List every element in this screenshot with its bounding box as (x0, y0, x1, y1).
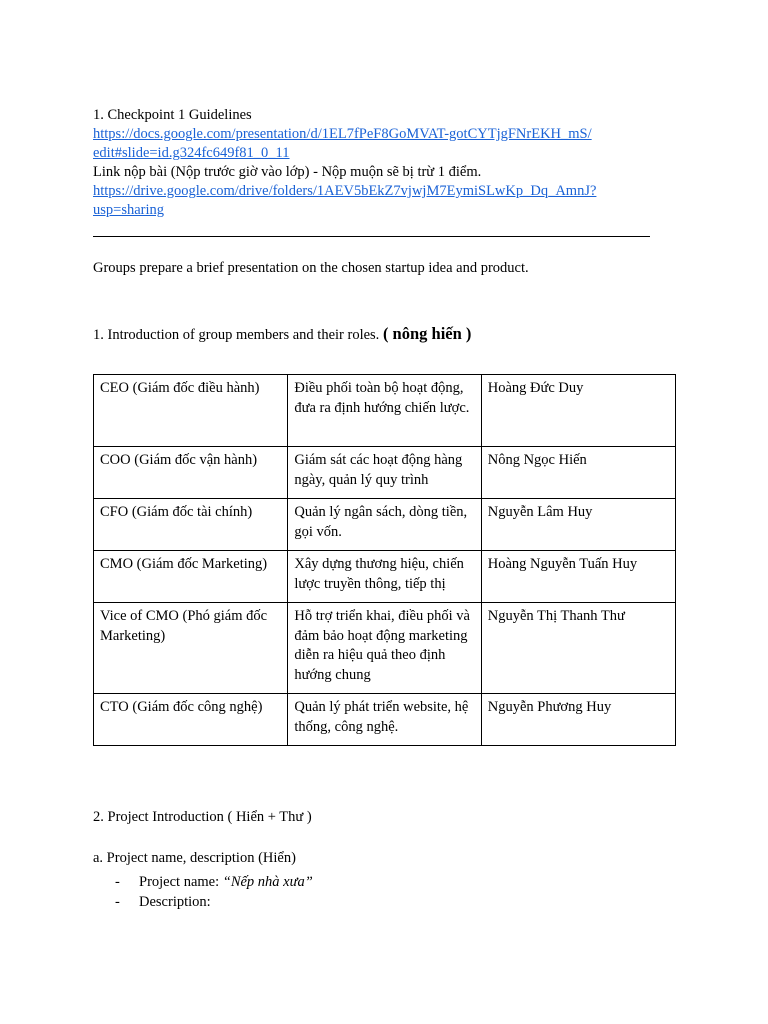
section-2-heading: 2. Project Introduction ( Hiển + Thư ) (93, 809, 312, 825)
member-name-cell: Hoàng Nguyễn Tuấn Huy (481, 551, 675, 603)
member-name-cell: Nguyễn Phương Huy (481, 694, 675, 746)
dash-bullet: - (115, 874, 120, 890)
project-name-label: Project name: (139, 874, 223, 890)
roles-table (93, 374, 676, 746)
presentation-link-line-2[interactable]: edit#slide=id.g324fc649f81_0_11 (93, 145, 290, 161)
section-2a-heading: a. Project name, description (Hiển) (93, 850, 296, 866)
drive-link-line-2[interactable]: usp=sharing (93, 202, 165, 218)
member-name-cell: Hoàng Đức Duy (481, 375, 675, 447)
table-row (94, 499, 676, 551)
duty-cell: Hỗ trợ triển khai, điều phối và đảm bảo hoạt động marketing diễn ra hiệu quả theo định hướng chung (288, 603, 481, 694)
member-name-cell: Nông Ngọc Hiến (481, 447, 675, 499)
intro-paragraph: Groups prepare a brief presentation on the chosen startup idea and product. (93, 260, 529, 276)
section-1-heading-text: 1. Introduction of group members and their roles. (93, 327, 380, 343)
list-item (93, 892, 683, 912)
checkpoint-title: 1. Checkpoint 1 Guidelines (93, 107, 252, 123)
drive-link[interactable] (93, 182, 683, 220)
duty-cell: Giám sát các hoạt động hàng ngày, quản lý quy trình (288, 447, 481, 499)
table-row (94, 375, 676, 447)
dash-bullet: - (115, 894, 120, 910)
horizontal-divider (93, 236, 650, 237)
role-cell: CEO (Giám đốc điều hành) (94, 375, 288, 447)
document-page (93, 106, 683, 912)
role-cell: COO (Giám đốc vận hành) (94, 447, 288, 499)
role-cell: CTO (Giám đốc công nghệ) (94, 694, 288, 746)
section-1-heading (93, 323, 683, 346)
table-row (94, 694, 676, 746)
role-cell: CMO (Giám đốc Marketing) (94, 551, 288, 603)
duty-cell: Điều phối toàn bộ hoạt động, đưa ra định hướng chiến lược. (288, 375, 481, 447)
list-item (93, 872, 683, 892)
role-cell: CFO (Giám đốc tài chính) (94, 499, 288, 551)
table-row (94, 551, 676, 603)
duty-cell: Quản lý phát triển website, hệ thống, công nghệ. (288, 694, 481, 746)
duty-cell: Quản lý ngân sách, dòng tiền, gọi vốn. (288, 499, 481, 551)
table-row (94, 447, 676, 499)
table-row (94, 603, 676, 694)
project-bullet-list (93, 872, 683, 912)
drive-link-line-1[interactable]: https://drive.google.com/drive/folders/1AEV5bEkZ7vjwjM7EymiSLwKp_Dq_AmnJ? (93, 183, 597, 199)
duty-cell: Xây dựng thương hiệu, chiến lược truyền thông, tiếp thị (288, 551, 481, 603)
submission-note: Link nộp bài (Nộp trước giờ vào lớp) - Nộp muộn sẽ bị trừ 1 điểm. (93, 164, 482, 180)
project-name-value: “Nếp nhà xưa” (222, 874, 313, 890)
role-cell: Vice of CMO (Phó giám đốc Marketing) (94, 603, 288, 694)
member-name-cell: Nguyễn Thị Thanh Thư (481, 603, 675, 694)
presentation-link[interactable] (93, 125, 683, 163)
presentation-link-line-1[interactable]: https://docs.google.com/presentation/d/1EL7fPeF8GoMVAT-gotCYTjgFNrEKH_mS/ (93, 126, 592, 142)
section-1-assignee: ( nông hiến ) (382, 324, 472, 343)
member-name-cell: Nguyễn Lâm Huy (481, 499, 675, 551)
description-label: Description: (139, 894, 211, 910)
